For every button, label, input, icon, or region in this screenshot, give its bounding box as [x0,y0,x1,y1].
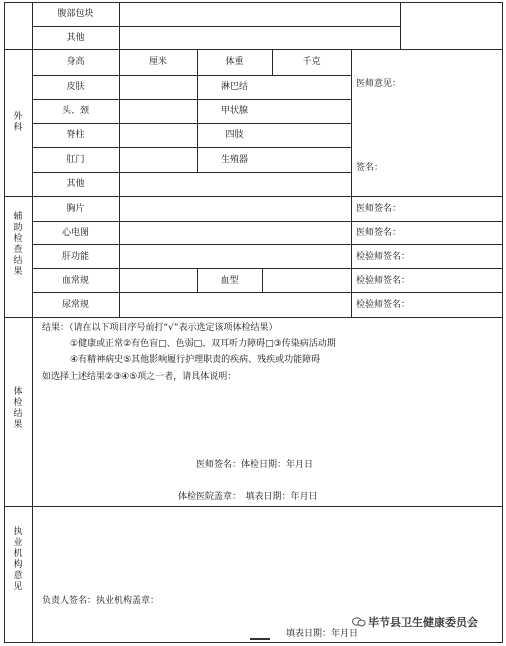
institution-responsible-sign: 负责人签名：执业机构盖章： [42,596,160,606]
row-line [32,123,351,124]
row-line [32,26,400,27]
label-liver: 肝功能 [61,252,89,262]
label-head-neck: 头、颈 [61,106,89,116]
row-line [32,244,503,245]
label-weight-unit: 千克 [302,57,321,67]
label-weight: 体重 [225,57,244,67]
doctor-opinion-label: 医师意见： [356,79,402,89]
section-line [4,49,503,50]
row-line [32,268,503,269]
health-exam-form [4,2,503,642]
tech-sign-1: 检验师签名： [356,252,411,262]
chat-bubble-icon [352,617,366,627]
label-height-unit: 厘米 [148,57,167,67]
section-label-auxiliary: 辅助检查结果 [13,212,23,277]
label-skin: 皮肤 [66,82,85,92]
col-line [119,2,120,317]
label-limbs: 四肢 [225,130,244,140]
row-line [32,221,503,222]
label-blood-routine: 血常规 [61,276,89,286]
label-thyroid: 甲状腺 [220,106,248,116]
watermark-text: 毕节县卫生健康委员会 [368,616,478,629]
row-line [4,642,503,643]
label-anus: 肛门 [66,155,85,165]
result-line-2: ④有精神病史⑤其他影响履行护理职责的疾病、残疾或功能障碍 [70,355,321,365]
label-height: 身高 [66,57,85,67]
section-label-institution: 执业机构意见 [13,527,23,592]
col-line [502,2,503,643]
result-doctor-sign-date: 医师签名：体检日期：年月日 [196,460,314,470]
label-ecg: 心电图 [61,228,89,238]
row-line [32,147,351,148]
institution-fill-date: 填表日期：年月日 [286,629,359,639]
section-line [4,506,503,507]
row-line [32,172,351,173]
row-line [32,75,351,76]
signature-label: 签名： [356,163,384,173]
col-line [32,2,33,643]
label-blood-type: 血型 [220,276,239,286]
col-line [400,2,401,49]
label-other-surgery: 其他 [66,179,85,189]
row-line [32,292,503,293]
row-line [32,99,351,100]
col-line [4,2,5,643]
col-line [351,49,352,317]
doctor-sign-1: 医师签名： [356,204,402,214]
row-line [4,2,503,3]
result-line-1: ①健康或正常②有色盲□、色弱□、双耳听力障碍□③传染病活动期 [70,339,336,349]
section-line [4,317,503,318]
label-spine: 脊柱 [66,130,85,140]
label-urine-routine: 尿常规 [61,300,89,310]
label-abdominal-mass: 腹部包块 [57,9,94,19]
label-genital: 生殖器 [220,155,248,165]
section-label-result: 体检结果 [13,387,23,430]
tech-sign-3: 检验师签名： [356,300,411,310]
label-lymph: 淋巴结 [220,82,248,92]
result-intro: 结果：（请在以下项目序号前打“√”表示选定该项体检结果） [42,323,278,333]
bottom-mark [250,638,270,640]
label-other-upper: 其他 [66,33,85,43]
doctor-sign-2: 医师签名： [356,228,402,238]
result-line-3: 如选择上述结果②③④⑤项之一者，请具体说明： [42,372,237,382]
tech-sign-2: 检验师签名： [356,276,411,286]
result-hospital-seal: 体检医院盖章： 填表日期：年月日 [178,492,318,502]
section-line [4,196,503,197]
col-line [262,268,263,292]
section-label-surgery: 外科 [13,112,23,133]
label-chest-xray: 胸片 [66,204,85,214]
